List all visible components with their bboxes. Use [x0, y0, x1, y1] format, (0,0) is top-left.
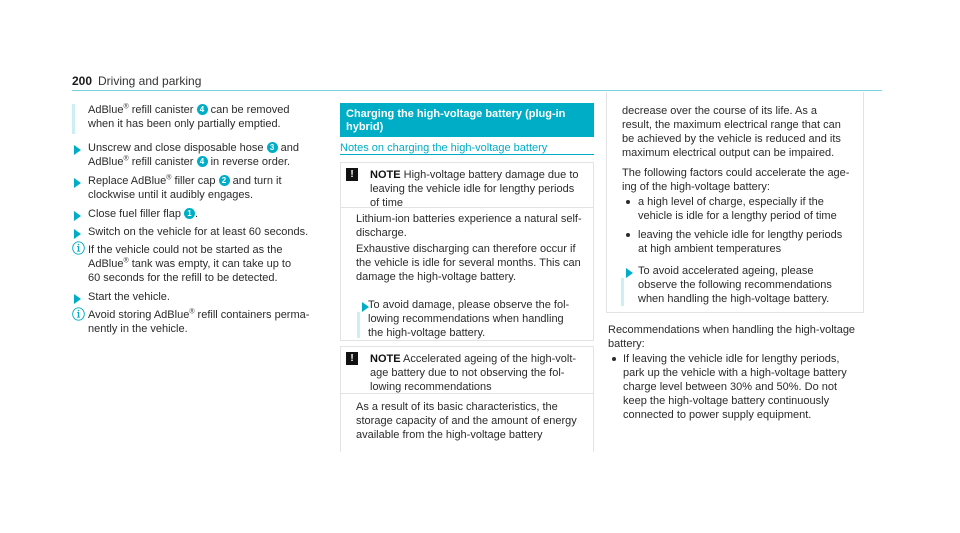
text: battery: [608, 338, 645, 350]
text: leaving the vehicle idle for lengthy periods [638, 229, 843, 241]
text: AdBlue [88, 258, 124, 270]
text: and [277, 142, 299, 154]
step-switch-on: Switch on the vehicle for at least 60 seconds. [88, 226, 309, 238]
page-number: 200 [72, 74, 93, 88]
text: filler cap [171, 175, 219, 187]
step-arrow-icon [74, 178, 81, 188]
paragraph-adblue-canister [88, 103, 328, 131]
text: refill containers perma- [194, 309, 310, 321]
text: Replace AdBlue [88, 175, 167, 187]
note-paragraph [622, 104, 860, 160]
text: Recommendations when handling the high-voltage [608, 324, 856, 336]
info-icon: ⓘ [72, 242, 86, 257]
step-arrow-icon [74, 294, 81, 304]
text: nently in the vehicle. [88, 323, 188, 335]
text: . [195, 208, 199, 220]
text: storage capacity of and the amount of energy [356, 415, 577, 427]
registered-mark: ® [123, 257, 129, 265]
text: ing of the high-voltage battery: [622, 181, 770, 193]
text: charge level between 30% and 50%. Do not [623, 381, 838, 393]
registered-mark: ® [166, 174, 172, 182]
text: leaving the vehicle idle for lengthy periods [370, 183, 575, 195]
text: tank was empty, it can take up to [128, 258, 292, 270]
text: the vehicle is idle for several months. This can [356, 257, 581, 269]
registered-mark: ® [123, 155, 129, 163]
text: when handling the high-voltage battery. [638, 293, 830, 305]
text: lowing recommendations when handling [368, 313, 564, 325]
text: can be removed [207, 104, 290, 116]
text: a high level of charge, especially if the [638, 196, 824, 208]
text: connected to power supply equipment. [623, 409, 812, 421]
note-step [638, 264, 860, 306]
text: age battery due to not observing the fol- [370, 367, 565, 379]
callout-badge: 4 [197, 104, 208, 115]
step-close-flap [88, 207, 328, 221]
text: decrease over the course of its life. As a [622, 105, 818, 117]
text: keep the high-voltage battery continuously [623, 395, 830, 407]
info-storing-containers [88, 308, 328, 336]
list-item [623, 352, 868, 422]
info-refill-detection [88, 243, 328, 285]
callout-badge: 2 [219, 175, 230, 186]
text: clockwise until it audibly engages. [88, 189, 254, 201]
note-paragraph [356, 400, 592, 442]
text: lowing recommendations [370, 381, 492, 393]
continuation-bar [72, 104, 75, 134]
note-paragraph [356, 242, 592, 284]
note-title [370, 352, 588, 394]
step-unscrew-hose [88, 141, 328, 169]
step-bar [357, 312, 360, 338]
text: AdBlue [88, 104, 124, 116]
subheading-rule [340, 154, 594, 155]
note-paragraph [356, 212, 592, 240]
text: The following factors could accelerate the age- [622, 167, 850, 179]
step-arrow-icon [74, 211, 81, 221]
text: and turn it [229, 175, 282, 187]
text: 60 seconds for the refill to be detected. [88, 272, 278, 284]
info-icon: ⓘ [72, 308, 86, 323]
text: Accelerated ageing of the high-volt- [400, 353, 577, 365]
text: maximum electrical output can be impaired. [622, 147, 835, 159]
callout-badge: 4 [197, 156, 208, 167]
section-banner [340, 103, 594, 137]
step-arrow-icon [74, 145, 81, 155]
text: discharge. [356, 227, 407, 239]
step-bar [621, 278, 624, 306]
text: High-voltage battery damage due to [400, 169, 579, 181]
text: If the vehicle could not be started as the [88, 244, 283, 256]
list-item [638, 228, 860, 256]
text: refill canister [128, 156, 197, 168]
step-arrow-icon [626, 268, 633, 278]
subheading: Notes on charging the high-voltage battery [340, 142, 548, 154]
banner-line: hybrid) [346, 121, 384, 133]
text: Close fuel filler flap [88, 208, 184, 220]
text: Lithium-ion batteries experience a natural self- [356, 213, 582, 225]
text: be achieved by the vehicle is reduced and its [622, 133, 841, 145]
text: Avoid storing AdBlue [88, 309, 190, 321]
text: park up the vehicle with a high-voltage battery [623, 367, 847, 379]
list-item [638, 195, 860, 223]
text: Unscrew and close disposable hose [88, 142, 267, 154]
text: the high-voltage battery. [368, 327, 486, 339]
text: refill canister [128, 104, 197, 116]
bullet [612, 357, 616, 361]
note-title [370, 168, 588, 210]
bullet [626, 200, 630, 204]
text: If leaving the vehicle idle for lengthy periods, [623, 353, 840, 365]
callout-badge: 1 [184, 208, 195, 219]
text: To avoid damage, please observe the fol- [368, 299, 570, 311]
note-label: NOTE [370, 169, 401, 181]
text: when it has been only partially emptied. [88, 118, 281, 130]
header-divider [72, 90, 882, 91]
text: available from the high-voltage battery [356, 429, 543, 441]
banner-line: Charging the high-voltage battery (plug-in [346, 108, 566, 120]
text: of time [370, 197, 404, 209]
text: at high ambient temperatures [638, 243, 782, 255]
registered-mark: ® [123, 103, 129, 111]
warning-icon: ! [346, 168, 358, 181]
text: damage the high-voltage battery. [356, 271, 517, 283]
step-start-vehicle: Start the vehicle. [88, 291, 170, 303]
text: result, the maximum electrical range that can [622, 119, 841, 131]
text: As a result of its basic characteristics, the [356, 401, 558, 413]
step-replace-cap [88, 174, 328, 202]
warning-icon: ! [346, 352, 358, 365]
recommendations-intro [608, 323, 868, 351]
section-title: Driving and parking [98, 74, 202, 88]
note-label: NOTE [370, 353, 401, 365]
note-step [368, 298, 592, 340]
callout-badge: 3 [267, 142, 278, 153]
bullet [626, 233, 630, 237]
text: vehicle is idle for a lengthy period of time [638, 210, 837, 222]
text: Exhaustive discharging can therefore occur if [356, 243, 576, 255]
note-paragraph [622, 166, 860, 194]
text: in reverse order. [207, 156, 291, 168]
text: To avoid accelerated ageing, please [638, 265, 814, 277]
registered-mark: ® [189, 308, 195, 316]
text: AdBlue [88, 156, 124, 168]
text: observe the following recommendations [638, 279, 832, 291]
